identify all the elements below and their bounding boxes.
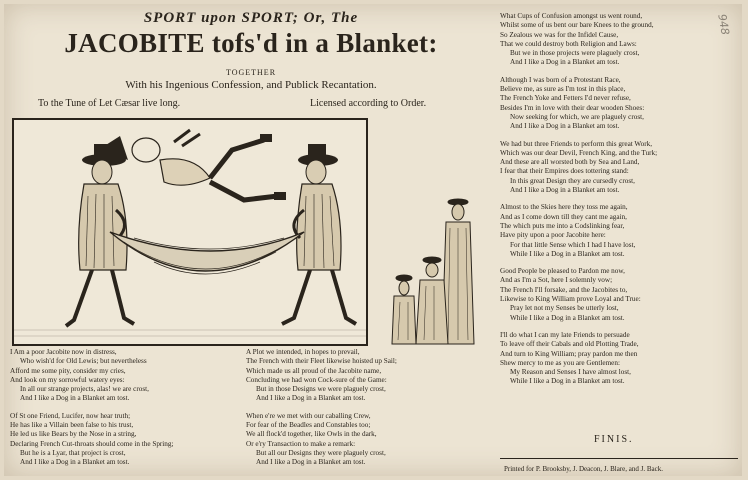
- verse-line: What Cups of Confusion amongst us went round,: [500, 12, 643, 20]
- stanza: [500, 76, 736, 132]
- verse-line: My Reason and Senses I have almost lost,: [510, 368, 631, 377]
- verse-line: And look on my sorrowful watery eyes:: [10, 375, 125, 384]
- verse-line: Which was our dear Devil, French King, and the Turk;: [500, 148, 658, 157]
- stanza: [500, 203, 736, 259]
- verse-line: Although I was born of a Protestant Race,: [500, 75, 621, 84]
- verse-line: Good People be pleased to Pardon me now,: [500, 267, 625, 276]
- verse-line: Or e'ry Transaction to make a remark:: [246, 439, 356, 448]
- printer-imprint: Printed for P. Brooksby, J. Deacon, J. Blare, and J. Back.: [504, 465, 663, 473]
- verse-line: I fear that their Empires does tottering stand:: [500, 167, 629, 176]
- verse-line: Almost to the Skies here they toss me again,: [500, 203, 628, 212]
- verse-line: And turn to King William; pray pardon me then: [500, 349, 638, 358]
- finis-label: FINIS.: [594, 434, 634, 445]
- verse-line: While I like a Dog in a Blanket am tost.: [510, 313, 625, 322]
- verse-line: Which made us all proud of the Jacobite name,: [246, 366, 382, 375]
- verse-line: Whilst some of us bent our bare Knees to the ground,: [500, 21, 654, 30]
- verse-line: And I like a Dog in a Blanket am tost.: [256, 394, 366, 403]
- verse-line: And I like a Dog in a Blanket am tost.: [20, 394, 130, 403]
- stanza: [246, 412, 492, 468]
- verse-line: When e're we met with our caballing Crew,: [246, 411, 371, 420]
- broadside-sheet: [4, 4, 742, 476]
- stanza: [500, 267, 736, 323]
- verse-line: But he is a Lyar, that project is crost,: [20, 448, 126, 457]
- verse-line: That we could destroy both Religion and Laws:: [500, 39, 637, 48]
- verse-line: And I like a Dog in a Blanket am tost.: [20, 458, 130, 467]
- verse-line: The French with their Fleet likewise hoisted up Sail;: [246, 357, 397, 366]
- stanza: [500, 331, 736, 387]
- verse-line: A Plot we intended, in hopes to prevail,: [246, 348, 360, 356]
- tune-line: To the Tune of Let Cæsar live long.: [38, 98, 181, 109]
- verse-line: And I like a Dog in a Blanket am tost.: [510, 122, 620, 131]
- title-main: JACOBITE tofs'd in a Blanket:: [64, 28, 438, 58]
- pencil-annotation: 948: [715, 13, 732, 36]
- verse-line: In all our strange projects, alas! we are crost,: [20, 385, 149, 394]
- verse-line: Besides I'm in love with their dear wooden Shoes:: [500, 103, 645, 112]
- stanza: [10, 412, 236, 468]
- verse-line: I'll do what I can my late Friends to persuade: [500, 330, 630, 339]
- woodcut-blanket-toss: [14, 120, 366, 344]
- verse-line: Of St one Friend, Lucifer, now hear truth;: [10, 411, 131, 420]
- stanza: [10, 348, 236, 404]
- stanza: [246, 348, 492, 404]
- woodcut-illustration: [12, 118, 368, 346]
- verse-line: The French Yoke and Fetters I'd never refuse,: [500, 94, 631, 103]
- verse-line: And as I'm a Sot, here I solemnly vow;: [500, 276, 613, 285]
- verse-column-left: [10, 348, 236, 468]
- verse-line: And these are all worsted both by Sea and Land,: [500, 158, 640, 167]
- verse-line: Shew mercy to me as you are Gentlemen:: [500, 358, 620, 367]
- title-together: TOGETHER: [225, 68, 277, 77]
- verse-line: Who wish'd for Old Lewis; but nevertheless: [20, 357, 147, 366]
- verse-line: To leave off their Cabals and old Plotting Trade,: [500, 340, 639, 349]
- verse-line: We had but three Friends to perform this great Work,: [500, 139, 653, 148]
- verse-line: Believe me, as sure as I'm tost in this place,: [500, 85, 626, 94]
- verse-line: Likewise to King William prove Loyal and True:: [500, 295, 641, 304]
- verse-line: Now seeking for which, we are plaguely crost,: [510, 112, 644, 121]
- stanza: [500, 12, 736, 68]
- verse-line: Pray let not my Senses be utterly lost,: [510, 304, 619, 313]
- verse-line: While I like a Dog in a Blanket am tost.: [510, 377, 625, 386]
- verse-line: For that little Sense which I had I have lost,: [510, 240, 636, 249]
- verse-line: I Am a poor Jacobite now in distress,: [10, 348, 117, 356]
- verse-line: Concluding we had won Cock-sure of the Game:: [246, 375, 387, 384]
- verse-column-middle: [246, 348, 492, 468]
- verse-line: For fear of the Beadles and Constables too;: [246, 421, 371, 430]
- divider-rule: [500, 458, 738, 459]
- verse-line: And I like a Dog in a Blanket am tost.: [256, 458, 366, 467]
- verse-line: We all flock'd together, like Owls in the dark,: [246, 430, 377, 439]
- verse-column-right: [500, 12, 736, 387]
- verse-line: Declaring French Cut-throats should come in the Spring;: [10, 439, 174, 448]
- verse-line: Have pity upon a poor Jacobite here:: [500, 231, 606, 240]
- verse-line: In this great Design they are cursedly crost,: [510, 176, 635, 185]
- license-line: Licensed according to Order.: [310, 98, 427, 109]
- verse-line: And I like a Dog in a Blanket am tost.: [510, 58, 620, 67]
- verse-line: But we in those projects were plaguely crost,: [510, 49, 640, 58]
- verse-line: But all our Designs they were plaguely crost,: [256, 448, 386, 457]
- onlooker-figures: [388, 196, 488, 346]
- verse-line: And as I come down till they cant me again,: [500, 212, 627, 221]
- verse-line: So Zealous we was for the Infidel Cause,: [500, 30, 619, 39]
- title-subtitle: With his Ingenious Confession, and Publick Recantation.: [125, 79, 377, 91]
- verse-line: While I like a Dog in a Blanket am tost.: [510, 249, 625, 258]
- verse-line: He led us like Bears by the Nose in a string,: [10, 430, 137, 439]
- verse-line: Afford me some pity, consider my cries,: [10, 366, 126, 375]
- verse-line: The French I'll forsake, and the Jacobites to,: [500, 285, 628, 294]
- verse-line: The which puts me into a Codslinking fear,: [500, 221, 625, 230]
- verse-line: He has like a Villain been false to his trust,: [10, 421, 134, 430]
- verse-line: But in those Designs we were plaguely crost,: [256, 385, 386, 394]
- verse-line: And I like a Dog in a Blanket am tost.: [510, 186, 620, 195]
- title-line-1: SPORT upon SPORT; Or, The: [143, 10, 359, 26]
- stanza: [500, 140, 736, 196]
